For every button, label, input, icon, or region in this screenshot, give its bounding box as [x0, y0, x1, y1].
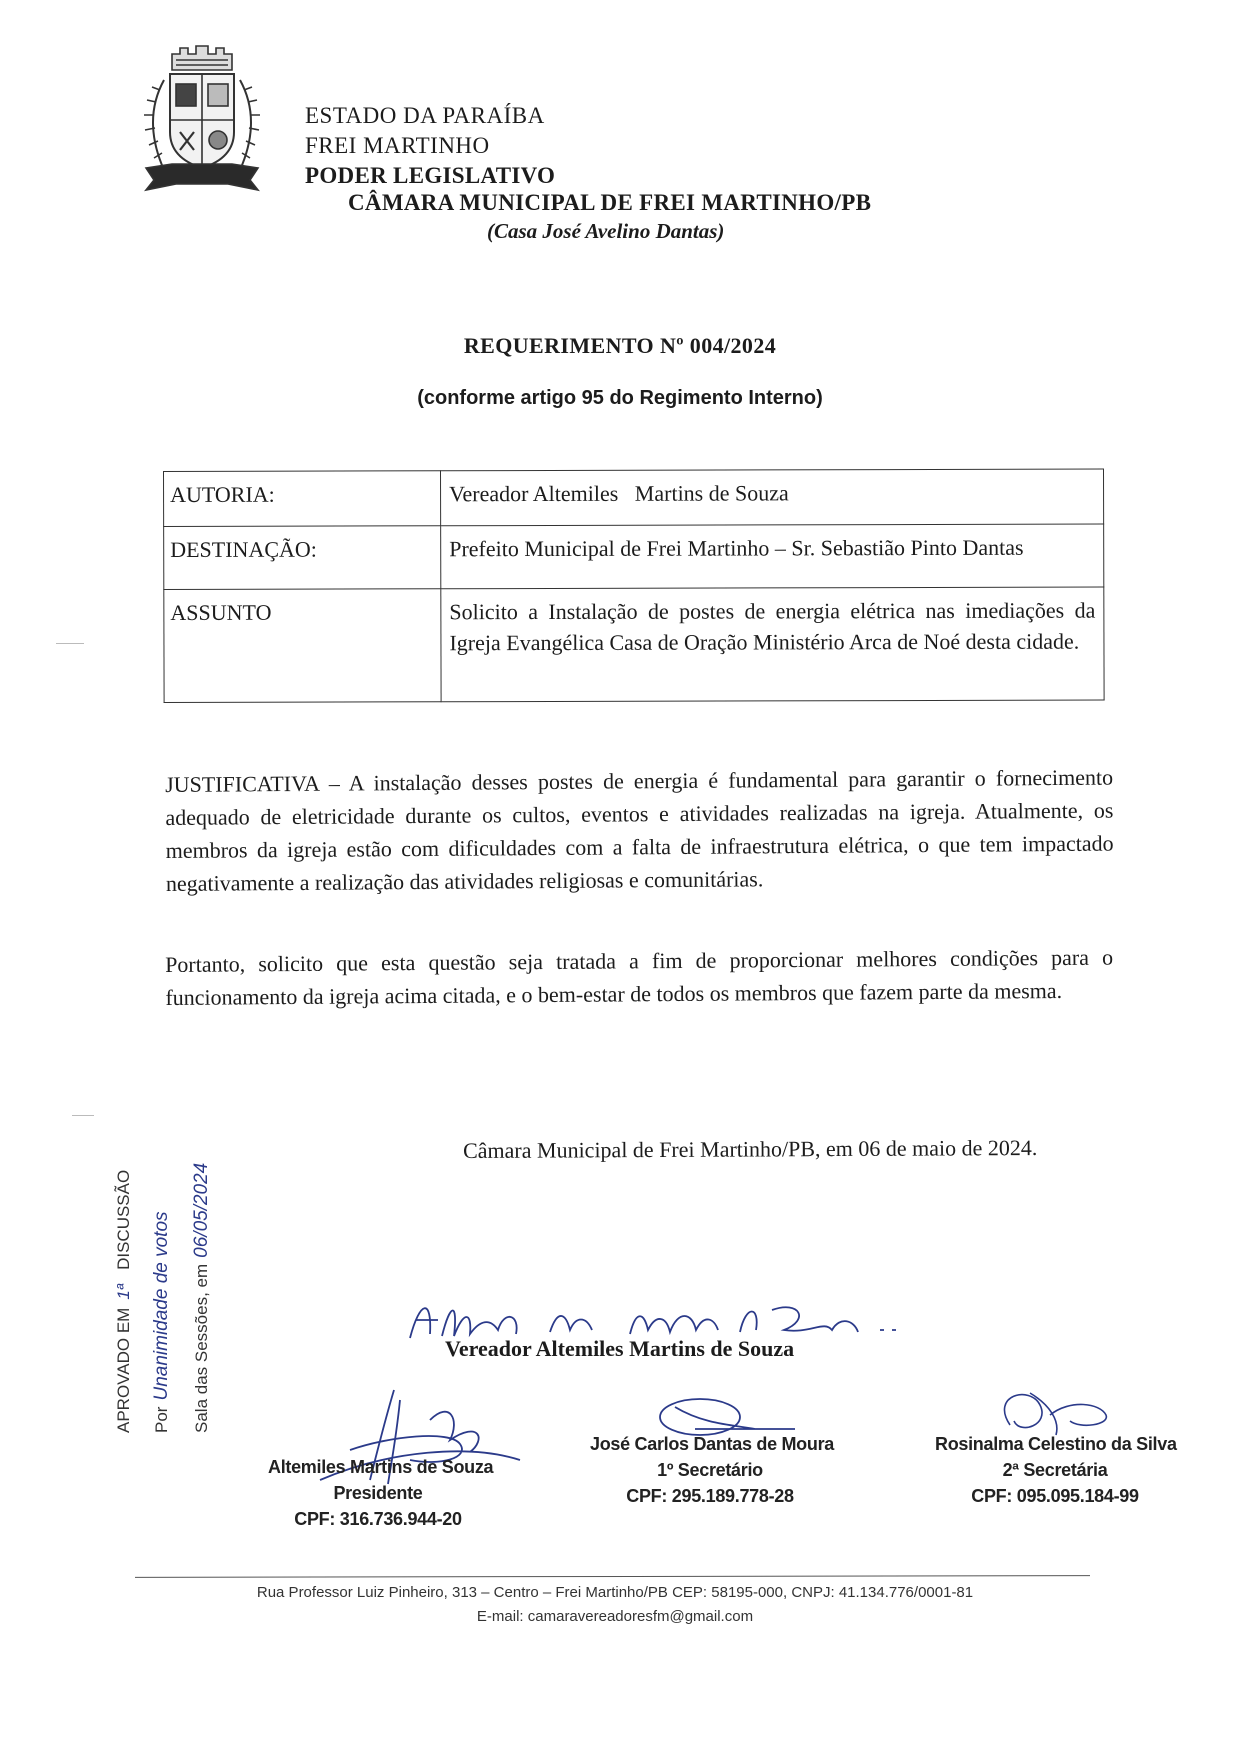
subject-label: ASSUNTO: [164, 589, 441, 703]
table-row: [164, 587, 1104, 702]
request-info-table: [163, 469, 1105, 703]
footer-divider: [135, 1575, 1090, 1578]
authorship-label: AUTORIA:: [164, 471, 441, 527]
president-stamp: [268, 1454, 494, 1532]
second-secretary-stamp: [935, 1431, 1175, 1509]
footer-address: Rua Professor Luiz Pinheiro, 313 – Centro – Frei Martinho/PB CEP: 58195-000, CNPJ: 41.134.776/0001-81: [256, 1584, 974, 1601]
second-secretary-name: Rosinalma Celestino da Silva: [935, 1434, 1177, 1454]
approval-line-1: APROVADO EM1ªDISCUSSÃO: [114, 1169, 133, 1433]
conclusion-paragraph: Portanto, solicito que esta questão seja tratada a fim de proporcionar melhores condições para o funcionamento da igreja acima citada, e o bem-estar de todos os membros que fazem parte da mesma.: [165, 944, 1114, 1010]
approval-line-3: Sala das Sessões, em06/05/2024: [191, 1162, 212, 1433]
document-subtitle: (conforme artigo 95 do Regimento Interno): [417, 387, 823, 409]
scan-mark: [72, 1115, 94, 1116]
authorship-value: Vereador Altemiles Martins de Souza: [441, 469, 1104, 526]
city-name: FREI MARTINHO: [305, 133, 490, 158]
chamber-name: CÂMARA MUNICIPAL DE FREI MARTINHO/PB: [348, 190, 872, 215]
president-cpf: CPF: 316.736.944-20: [294, 1509, 462, 1529]
second-secretary-cpf: CPF: 095.095.184-99: [971, 1486, 1139, 1506]
president-role: Presidente: [333, 1483, 423, 1503]
document-title: REQUERIMENTO Nº 004/2024: [463, 333, 777, 358]
approval-stamp: [105, 1065, 245, 1435]
destination-label: DESTINAÇÃO:: [164, 526, 441, 590]
president-name: Altemiles Martins de Souza: [268, 1457, 494, 1477]
municipal-coat-of-arms-icon: [132, 40, 272, 200]
first-secretary-stamp: [590, 1431, 834, 1509]
first-secretary-role: 1º Secretário: [657, 1460, 763, 1480]
first-secretary-cpf: CPF: 295.189.778-28: [626, 1486, 794, 1506]
house-name: (Casa José Avelino Dantas): [487, 219, 725, 243]
dateline: Câmara Municipal de Frei Martinho/PB, em 06 de maio de 2024.: [463, 1134, 1038, 1163]
justification-paragraph: JUSTIFICATIVA – A instalação desses postes de energia é fundamental para garantir o fornecimento adequado de eletricidade durante os cultos, eventos e atividades realizadas na igreja. Atualmente, os membros da igreja estão com dificuldades com a falta de infraestrutura elétrica, o que tem impactado negativamente a realização das atividades religiosas e comunitárias.: [165, 764, 1114, 896]
first-secretary-name: José Carlos Dantas de Moura: [590, 1434, 834, 1454]
scan-mark: [56, 643, 84, 644]
approval-line-2: PorUnanimidade de votos: [151, 1211, 172, 1433]
destination-value: Prefeito Municipal de Frei Martinho – Sr. Sebastião Pinto Dantas: [441, 524, 1104, 589]
subject-value: Solicito a Instalação de postes de energia elétrica nas imediações da Igreja Evangélica Casa de Oração Ministério Arca de Noé desta cidade.: [441, 587, 1104, 702]
footer-email: E-mail: camaravereadoresfm@gmail.com: [476, 1608, 754, 1625]
state-name: ESTADO DA PARAÍBA: [305, 103, 545, 128]
second-secretary-role: 2ª Secretária: [1002, 1460, 1108, 1480]
table-row: [164, 469, 1104, 526]
table-row: [164, 524, 1104, 589]
legislative-power-heading: PODER LEGISLATIVO: [305, 163, 556, 188]
author-name: Vereador Altemiles Martins de Souza: [445, 1336, 795, 1361]
